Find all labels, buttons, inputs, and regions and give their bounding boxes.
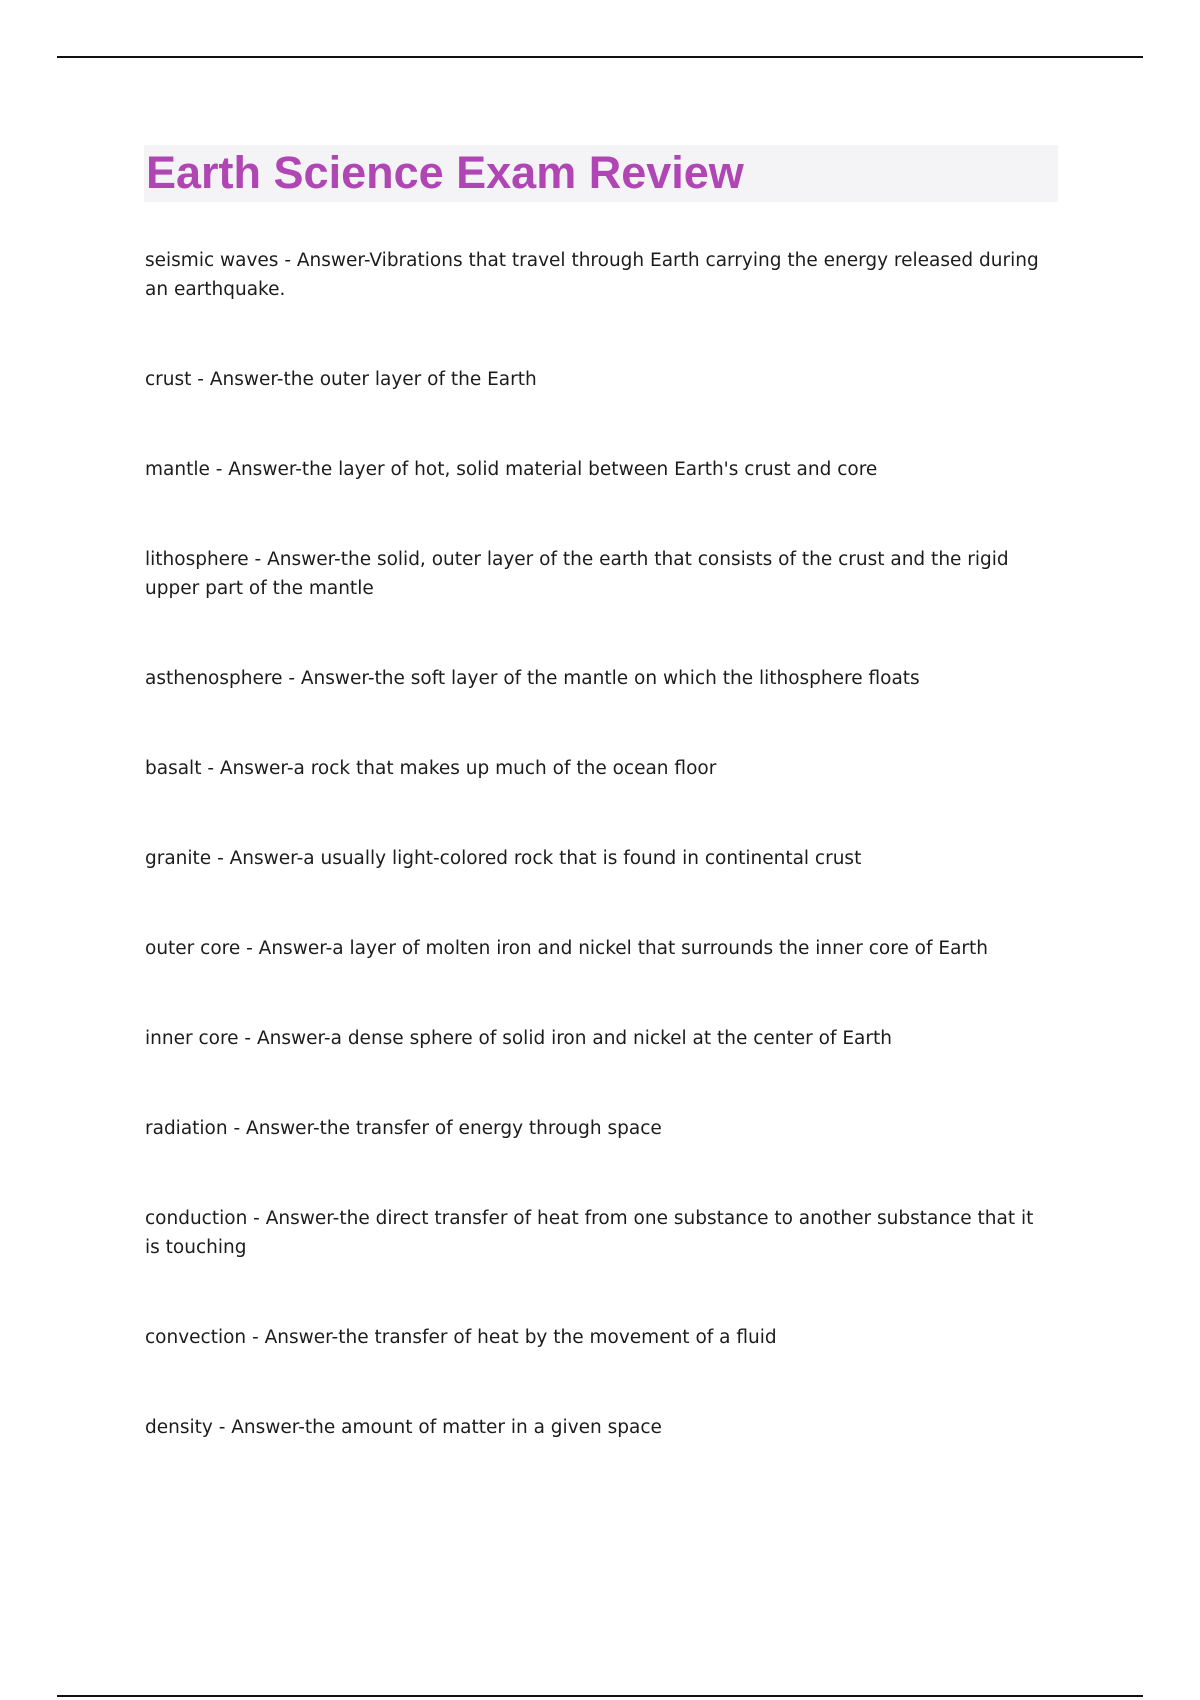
entry-granite: granite - Answer-a usually light-colored rock that is found in continental crust (145, 848, 862, 869)
entry-convection: convection - Answer-the transfer of heat by the movement of a fluid (145, 1327, 777, 1348)
entry-seismic-waves: seismic waves - Answer-Vibrations that travel through Earth carrying the energy released during an earthquake. (145, 250, 1039, 300)
entry-density: density - Answer-the amount of matter in a given space (145, 1417, 662, 1438)
entry-crust: crust - Answer-the outer layer of the Earth (145, 369, 537, 390)
entry-radiation: radiation - Answer-the transfer of energy through space (145, 1118, 662, 1139)
entry-inner-core: inner core - Answer-a dense sphere of solid iron and nickel at the center of Earth (145, 1028, 892, 1049)
entry-mantle: mantle - Answer-the layer of hot, solid material between Earth's crust and core (145, 459, 878, 480)
entry-list (145, 246, 1050, 1442)
top-rule (57, 56, 1143, 58)
bottom-rule (57, 1695, 1143, 1697)
entry-basalt: basalt - Answer-a rock that makes up much of the ocean floor (145, 758, 717, 779)
entry-asthenosphere: asthenosphere - Answer-the soft layer of the mantle on which the lithosphere floats (145, 668, 920, 689)
document-title: Earth Science Exam Review (146, 147, 744, 198)
entry-lithosphere: lithosphere - Answer-the solid, outer layer of the earth that consists of the crust and the rigid upper part of the mantle (145, 549, 1009, 599)
entry-conduction: conduction - Answer-the direct transfer of heat from one substance to another substance that it is touching (145, 1208, 1034, 1258)
entry-outer-core: outer core - Answer-a layer of molten iron and nickel that surrounds the inner core of Earth (145, 938, 988, 959)
